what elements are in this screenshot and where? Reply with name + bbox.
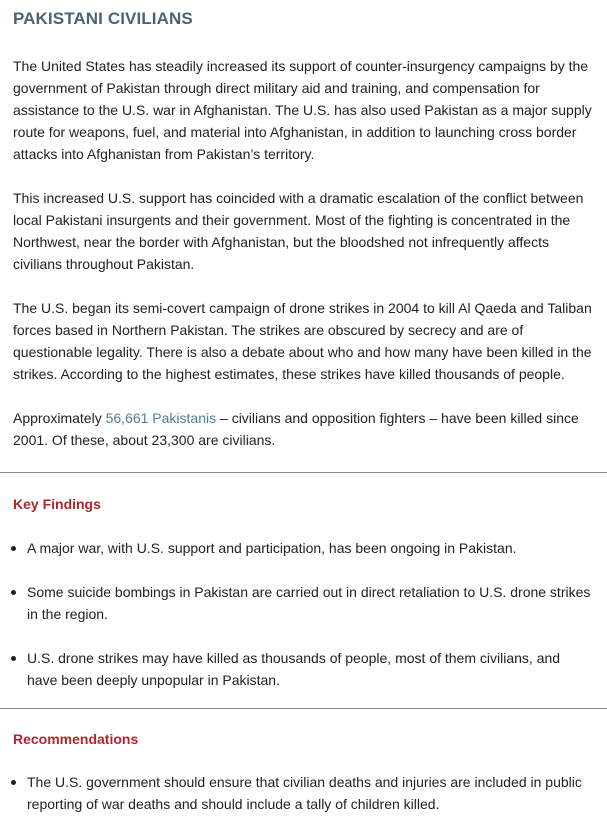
- recommendations-list: [0, 771, 600, 815]
- key-finding-item: [0, 537, 600, 559]
- intro-paragraph-4-lead: Approximately: [13, 410, 106, 426]
- casualty-count-link[interactable]: 56,661 Pakistanis: [105, 410, 217, 426]
- section-divider: [0, 708, 607, 709]
- key-finding-item: [0, 647, 600, 691]
- key-findings-heading: Key Findings: [13, 496, 101, 512]
- bullet-dot-icon: [11, 656, 16, 661]
- intro-paragraph-3: The U.S. began its semi-covert campaign of drone strikes in 2004 to kill Al Qaeda and Taliban forces based in Northern Pakistan. The strikes are obscured by secrecy and are of questionable legality. There is also a debate about who and how many have been killed in the strikes. According to the highest estimates, these strikes have killed thousands of people.: [13, 300, 592, 382]
- recommendation-item: [0, 771, 600, 815]
- intro-section: [13, 55, 598, 451]
- key-finding-text: A major war, with U.S. support and participation, has been ongoing in Pakistan.: [27, 540, 517, 556]
- key-finding-text: U.S. drone strikes may have killed as thousands of people, most of them civilians, and have been deeply unpopular in Pakistan.: [27, 650, 561, 688]
- bullet-dot-icon: [11, 780, 16, 785]
- key-findings-list: [0, 537, 600, 691]
- page-title: PAKISTANI CIVILIANS: [13, 9, 193, 28]
- recommendations-heading: Recommendations: [13, 731, 139, 747]
- key-finding-text: Some suicide bombings in Pakistan are carried out in direct retaliation to U.S. drone strikes in the region.: [27, 584, 591, 622]
- section-divider: [0, 472, 607, 473]
- intro-paragraph-1: The United States has steadily increased its support of counter-insurgency campaigns by the government of Pakistan through direct military aid and training, and compensation for assistance to the U.S. war in Afghanistan. The U.S. has also used Pakistan as a major supply route for weapons, fuel, and material into Afghanistan, in addition to launching cross border attacks into Afghanistan from Pakistan’s territory.: [13, 58, 592, 162]
- bullet-dot-icon: [11, 546, 16, 551]
- key-finding-item: [0, 581, 600, 625]
- intro-paragraph-2: This increased U.S. support has coincided with a dramatic escalation of the conflict between local Pakistani insurgents and their government. Most of the fighting is concentrated in the Northwest, near the border with Afghanistan, but the bloodshed not infrequently affects civilians throughout Pakistan.: [13, 190, 584, 272]
- intro-paragraph-4-tail: – civilians and opposition fighters – have been killed since 2001. Of these, about 23,300 are civilians.: [13, 410, 579, 448]
- recommendation-text: The U.S. government should ensure that civilian deaths and injuries are included in public reporting of war deaths and should include a tally of children killed.: [27, 774, 582, 812]
- intro-paragraph-4: [13, 407, 598, 451]
- bullet-dot-icon: [11, 590, 16, 595]
